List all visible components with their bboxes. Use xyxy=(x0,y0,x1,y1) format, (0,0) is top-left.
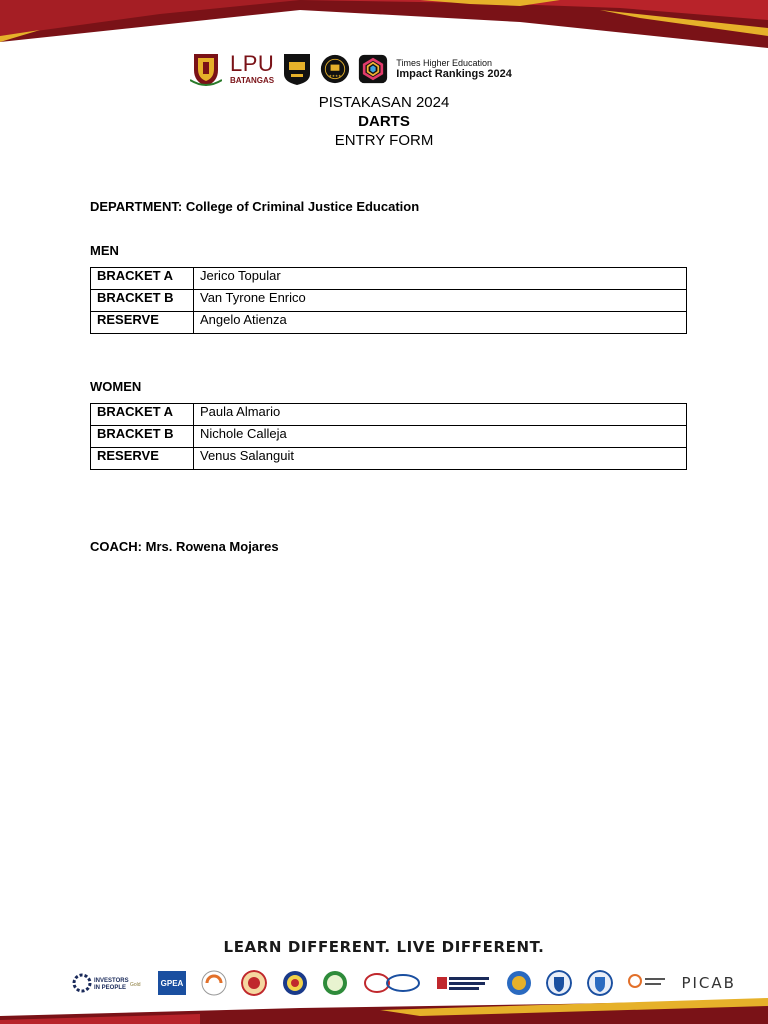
table-row xyxy=(91,268,687,290)
men-row-value: Jerico Topular xyxy=(194,268,687,290)
men-row-value: Angelo Atienza xyxy=(194,312,687,334)
lpu-name: LPU xyxy=(230,51,275,76)
men-heading: MEN xyxy=(90,243,119,258)
coach-line xyxy=(90,539,279,554)
the-ranking-text xyxy=(396,58,512,81)
lpu-wordmark xyxy=(230,53,274,85)
form-title-block xyxy=(0,93,768,150)
sport-title: DARTS xyxy=(358,113,410,130)
women-row-label: RESERVE xyxy=(91,448,194,470)
svg-text:INVESTORS: INVESTORS xyxy=(94,978,129,984)
event-title: PISTAKASAN 2024 xyxy=(318,94,450,111)
footer-decorative-band xyxy=(0,964,768,1024)
women-row-value: Venus Salanguit xyxy=(194,448,687,470)
women-heading: WOMEN xyxy=(90,379,142,394)
picab-logo: PICAB xyxy=(681,974,736,992)
table-row xyxy=(91,312,687,334)
ranking-line1: Times Higher Education xyxy=(396,57,493,68)
men-row-value: Van Tyrone Enrico xyxy=(194,290,687,312)
men-row-label: RESERVE xyxy=(91,312,194,334)
table-row xyxy=(91,290,687,312)
table-row xyxy=(91,426,687,448)
header-logo-row xyxy=(190,44,570,94)
svg-text:IN PEOPLE: IN PEOPLE xyxy=(94,985,127,991)
svg-text:GPEA: GPEA xyxy=(161,979,184,988)
qs-rating-seal-icon xyxy=(320,52,350,86)
lpu-campus: BATANGAS xyxy=(230,76,275,85)
men-row-label: BRACKET A xyxy=(91,268,194,290)
department-label: DEPARTMENT: xyxy=(90,199,183,214)
lpu-crest-icon xyxy=(190,50,222,88)
women-row-label: BRACKET B xyxy=(91,426,194,448)
men-entry-table xyxy=(90,267,687,334)
table-row xyxy=(91,448,687,470)
svg-text:Gold: Gold xyxy=(130,982,141,988)
coach-label: COACH: xyxy=(90,539,142,554)
men-row-label: BRACKET B xyxy=(91,290,194,312)
women-row-value: Paula Almario xyxy=(194,404,687,426)
women-row-value: Nichole Calleja xyxy=(194,426,687,448)
women-row-label: BRACKET A xyxy=(91,404,194,426)
the-impact-rankings-icon xyxy=(358,52,388,86)
department-value: College of Criminal Justice Education xyxy=(185,199,420,214)
women-entry-table xyxy=(90,403,687,470)
svg-text:★★★★: ★★★★ xyxy=(328,73,342,78)
coach-value: Mrs. Rowena Mojares xyxy=(145,539,279,554)
ranking-line2: Impact Rankings 2024 xyxy=(396,67,512,80)
footer-tagline: LEARN DIFFERENT. LIVE DIFFERENT. xyxy=(223,938,545,956)
table-row xyxy=(91,404,687,426)
department-line xyxy=(90,199,419,214)
form-name: ENTRY FORM xyxy=(334,132,434,149)
qs-stars-badge-icon xyxy=(282,52,312,86)
